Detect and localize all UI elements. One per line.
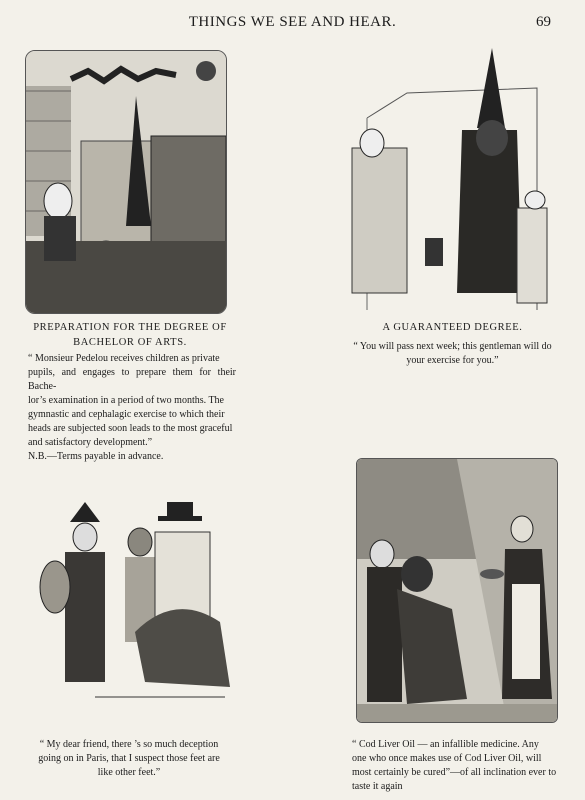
caption-title-bachelor: [25, 320, 235, 350]
caption-line: gymnastic and cephalagic exercise to which their: [28, 409, 225, 420]
caption-note: N.B.—Terms payable in advance.: [28, 451, 164, 462]
caption-text-guaranteed: [335, 340, 570, 368]
caption-text-deceptive-feet: [20, 738, 238, 780]
illustration-deceptive-feet: [25, 492, 240, 707]
illustration-cod-liver-oil: [356, 458, 558, 723]
illustration-bachelor-preparation: [25, 50, 227, 314]
caption-line: heads are subjected soon leads to the most graceful: [28, 423, 233, 434]
illustration-guaranteed-degree: [347, 48, 557, 310]
caption-line: pupils, and engages to prepare them for their Bache-: [28, 367, 236, 392]
page-number: 69: [536, 14, 551, 30]
caption-line: “ You will pass next week; this gentleman will do: [353, 341, 552, 352]
caption-line: most certainly be cured”—of all inclination ever to: [352, 767, 557, 778]
caption-line: taste it again: [352, 781, 403, 792]
caption-line: your exercise for you.”: [406, 355, 499, 366]
caption-line: one who once makes use of Cod Liver Oil, will: [352, 753, 542, 764]
caption-line: “ My dear friend, there ’s so much deception: [39, 739, 219, 750]
caption-line: lor’s examination in a period of two months. The: [28, 395, 224, 406]
caption-line: “ Cod Liver Oil — an infallible medicine. Any: [352, 739, 539, 750]
running-title: THINGS WE SEE AND HEAR.: [188, 14, 397, 30]
caption-text-cod-liver-oil: [352, 738, 562, 794]
caption-text-bachelor: [28, 352, 236, 464]
caption-line: and satisfactory development.”: [28, 437, 153, 448]
caption-line: “ Monsieur Pedelou receives children as private: [28, 353, 220, 364]
caption-title-line-2: BACHELOR OF ARTS.: [73, 337, 187, 348]
caption-title-line-1: PREPARATION FOR THE DEGREE OF: [33, 322, 227, 333]
caption-title-line-1: A GUARANTEED DEGREE.: [382, 322, 523, 333]
page-header: [0, 14, 585, 34]
caption-line: like other feet.”: [97, 767, 161, 778]
caption-title-guaranteed: [345, 320, 560, 335]
caption-line: going on in Paris, that I suspect those feet are: [38, 753, 220, 764]
